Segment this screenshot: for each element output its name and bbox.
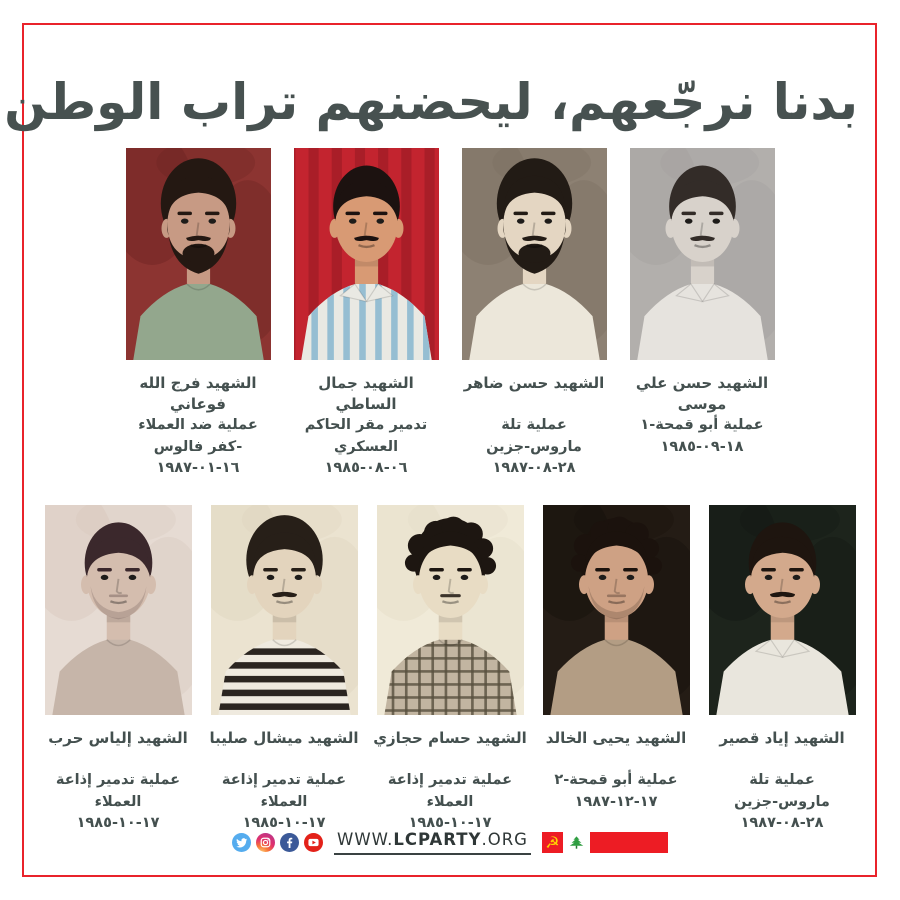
martyr-operation (288, 415, 445, 458)
martyr-date: ١٧-١٠-١٩٨٥ (242, 815, 326, 831)
martyr-card (630, 148, 775, 480)
martyr-date: ٢٨-٠٨-١٩٨٧ (492, 460, 576, 476)
martyr-caption (288, 373, 445, 480)
martyr-photo (709, 505, 856, 715)
martyr-caption (205, 728, 364, 835)
martyr-operation (39, 770, 198, 813)
martyr-operation (120, 415, 277, 458)
martyr-name: الشهيد فرج الله فوعاني (139, 374, 257, 413)
operation-line: تدمير مقر الحاكم (304, 417, 428, 433)
website-prefix: WWW. (337, 830, 394, 849)
martyr-card (45, 505, 192, 835)
martyr-photo (462, 148, 607, 360)
martyr-operation (703, 770, 862, 813)
martyr-photo (543, 505, 690, 715)
website-name: LCPARTY (393, 830, 482, 849)
martyr-card (126, 148, 271, 480)
red-banner-bar (590, 832, 668, 853)
operation-line: -كفر فالوس (153, 438, 243, 455)
website-link[interactable] (334, 830, 531, 855)
martyr-name: الشهيد يحيى الخالد (545, 729, 687, 747)
martyr-operation (205, 770, 364, 813)
martyr-name: الشهيد جمال الساطي (318, 374, 414, 413)
martyr-date: ١٦-٠١-١٩٨٧ (156, 460, 240, 476)
martyr-card (373, 505, 527, 835)
martyr-date: ٢٨-٠٨-١٩٨٧ (740, 815, 824, 831)
martyr-operation (624, 415, 781, 437)
martyr-photo (211, 505, 358, 715)
martyr-photo (45, 505, 192, 715)
martyr-name: الشهيد ميشال صليبا (209, 729, 359, 747)
operation-line: ماروس-جزين (734, 793, 830, 810)
martyr-card (462, 148, 607, 480)
martyr-card (294, 148, 439, 480)
facebook-icon[interactable] (280, 833, 299, 852)
martyrs-row-top (0, 148, 900, 480)
martyr-caption (624, 373, 781, 458)
operation-line: العملاء (260, 793, 308, 810)
martyr-name: الشهيد حسن علي موسى (635, 374, 769, 413)
martyr-operation (371, 770, 530, 813)
martyr-card (211, 505, 358, 835)
martyr-photo (377, 505, 524, 715)
operation-line: عملية تدمير إذاعة (55, 772, 181, 788)
operation-line: عملية تلة (501, 417, 567, 433)
martyr-name: الشهيد إياد قصير (719, 729, 845, 747)
martyr-photo (126, 148, 271, 360)
martyr-photo (630, 148, 775, 360)
martyr-name: الشهيد إلياس حرب (48, 729, 188, 747)
operation-line: عملية تلة (749, 772, 815, 788)
martyr-name: الشهيد حسام حجازي (373, 729, 527, 747)
martyr-name: الشهيد حسن ضاهر (463, 374, 605, 392)
martyr-operation (456, 415, 613, 458)
operation-line: ماروس-جزين (486, 438, 582, 455)
martyr-date: ٠٦-٠٨-١٩٨٥ (324, 460, 408, 476)
martyr-date: ١٧-١٠-١٩٨٥ (408, 815, 492, 831)
twitter-icon[interactable] (232, 833, 251, 852)
poster-title: بدنا نرجّعهم، ليحضنهم تراب الوطن (4, 72, 858, 131)
cedar-tree-icon (569, 835, 584, 850)
operation-line: عملية ضد العملاء (138, 417, 258, 433)
martyr-photo (294, 148, 439, 360)
website-suffix: .ORG (481, 830, 528, 849)
operation-line: عملية أبو قمحة-١ (640, 417, 764, 433)
martyr-operation (537, 770, 696, 792)
operation-line: عملية تدمير إذاعة (221, 772, 347, 788)
operation-line: العسكري (333, 438, 399, 455)
operation-line: العملاء (94, 793, 142, 810)
martyr-caption (703, 728, 862, 835)
footer (0, 830, 900, 855)
social-icons (232, 833, 323, 852)
youtube-icon[interactable] (304, 833, 323, 852)
operation-line: عملية أبو قمحة-٢ (554, 772, 678, 788)
operation-line: العملاء (426, 793, 474, 810)
martyr-card (709, 505, 856, 835)
hammer-sickle-icon: ☭ (542, 832, 563, 853)
martyr-date: ١٧-١٠-١٩٨٥ (76, 815, 160, 831)
martyr-caption (537, 728, 696, 813)
martyr-card (543, 505, 690, 835)
instagram-icon[interactable] (256, 833, 275, 852)
martyr-caption (39, 728, 198, 835)
martyrs-row-bottom (0, 505, 900, 835)
martyr-caption (371, 728, 530, 835)
operation-line: عملية تدمير إذاعة (387, 772, 513, 788)
party-logo (542, 832, 668, 853)
martyr-caption (120, 373, 277, 480)
martyr-date: ١٨-٠٩-١٩٨٥ (660, 438, 744, 455)
martyr-date: ١٧-١٢-١٩٨٧ (574, 793, 658, 810)
martyr-caption (456, 373, 613, 480)
